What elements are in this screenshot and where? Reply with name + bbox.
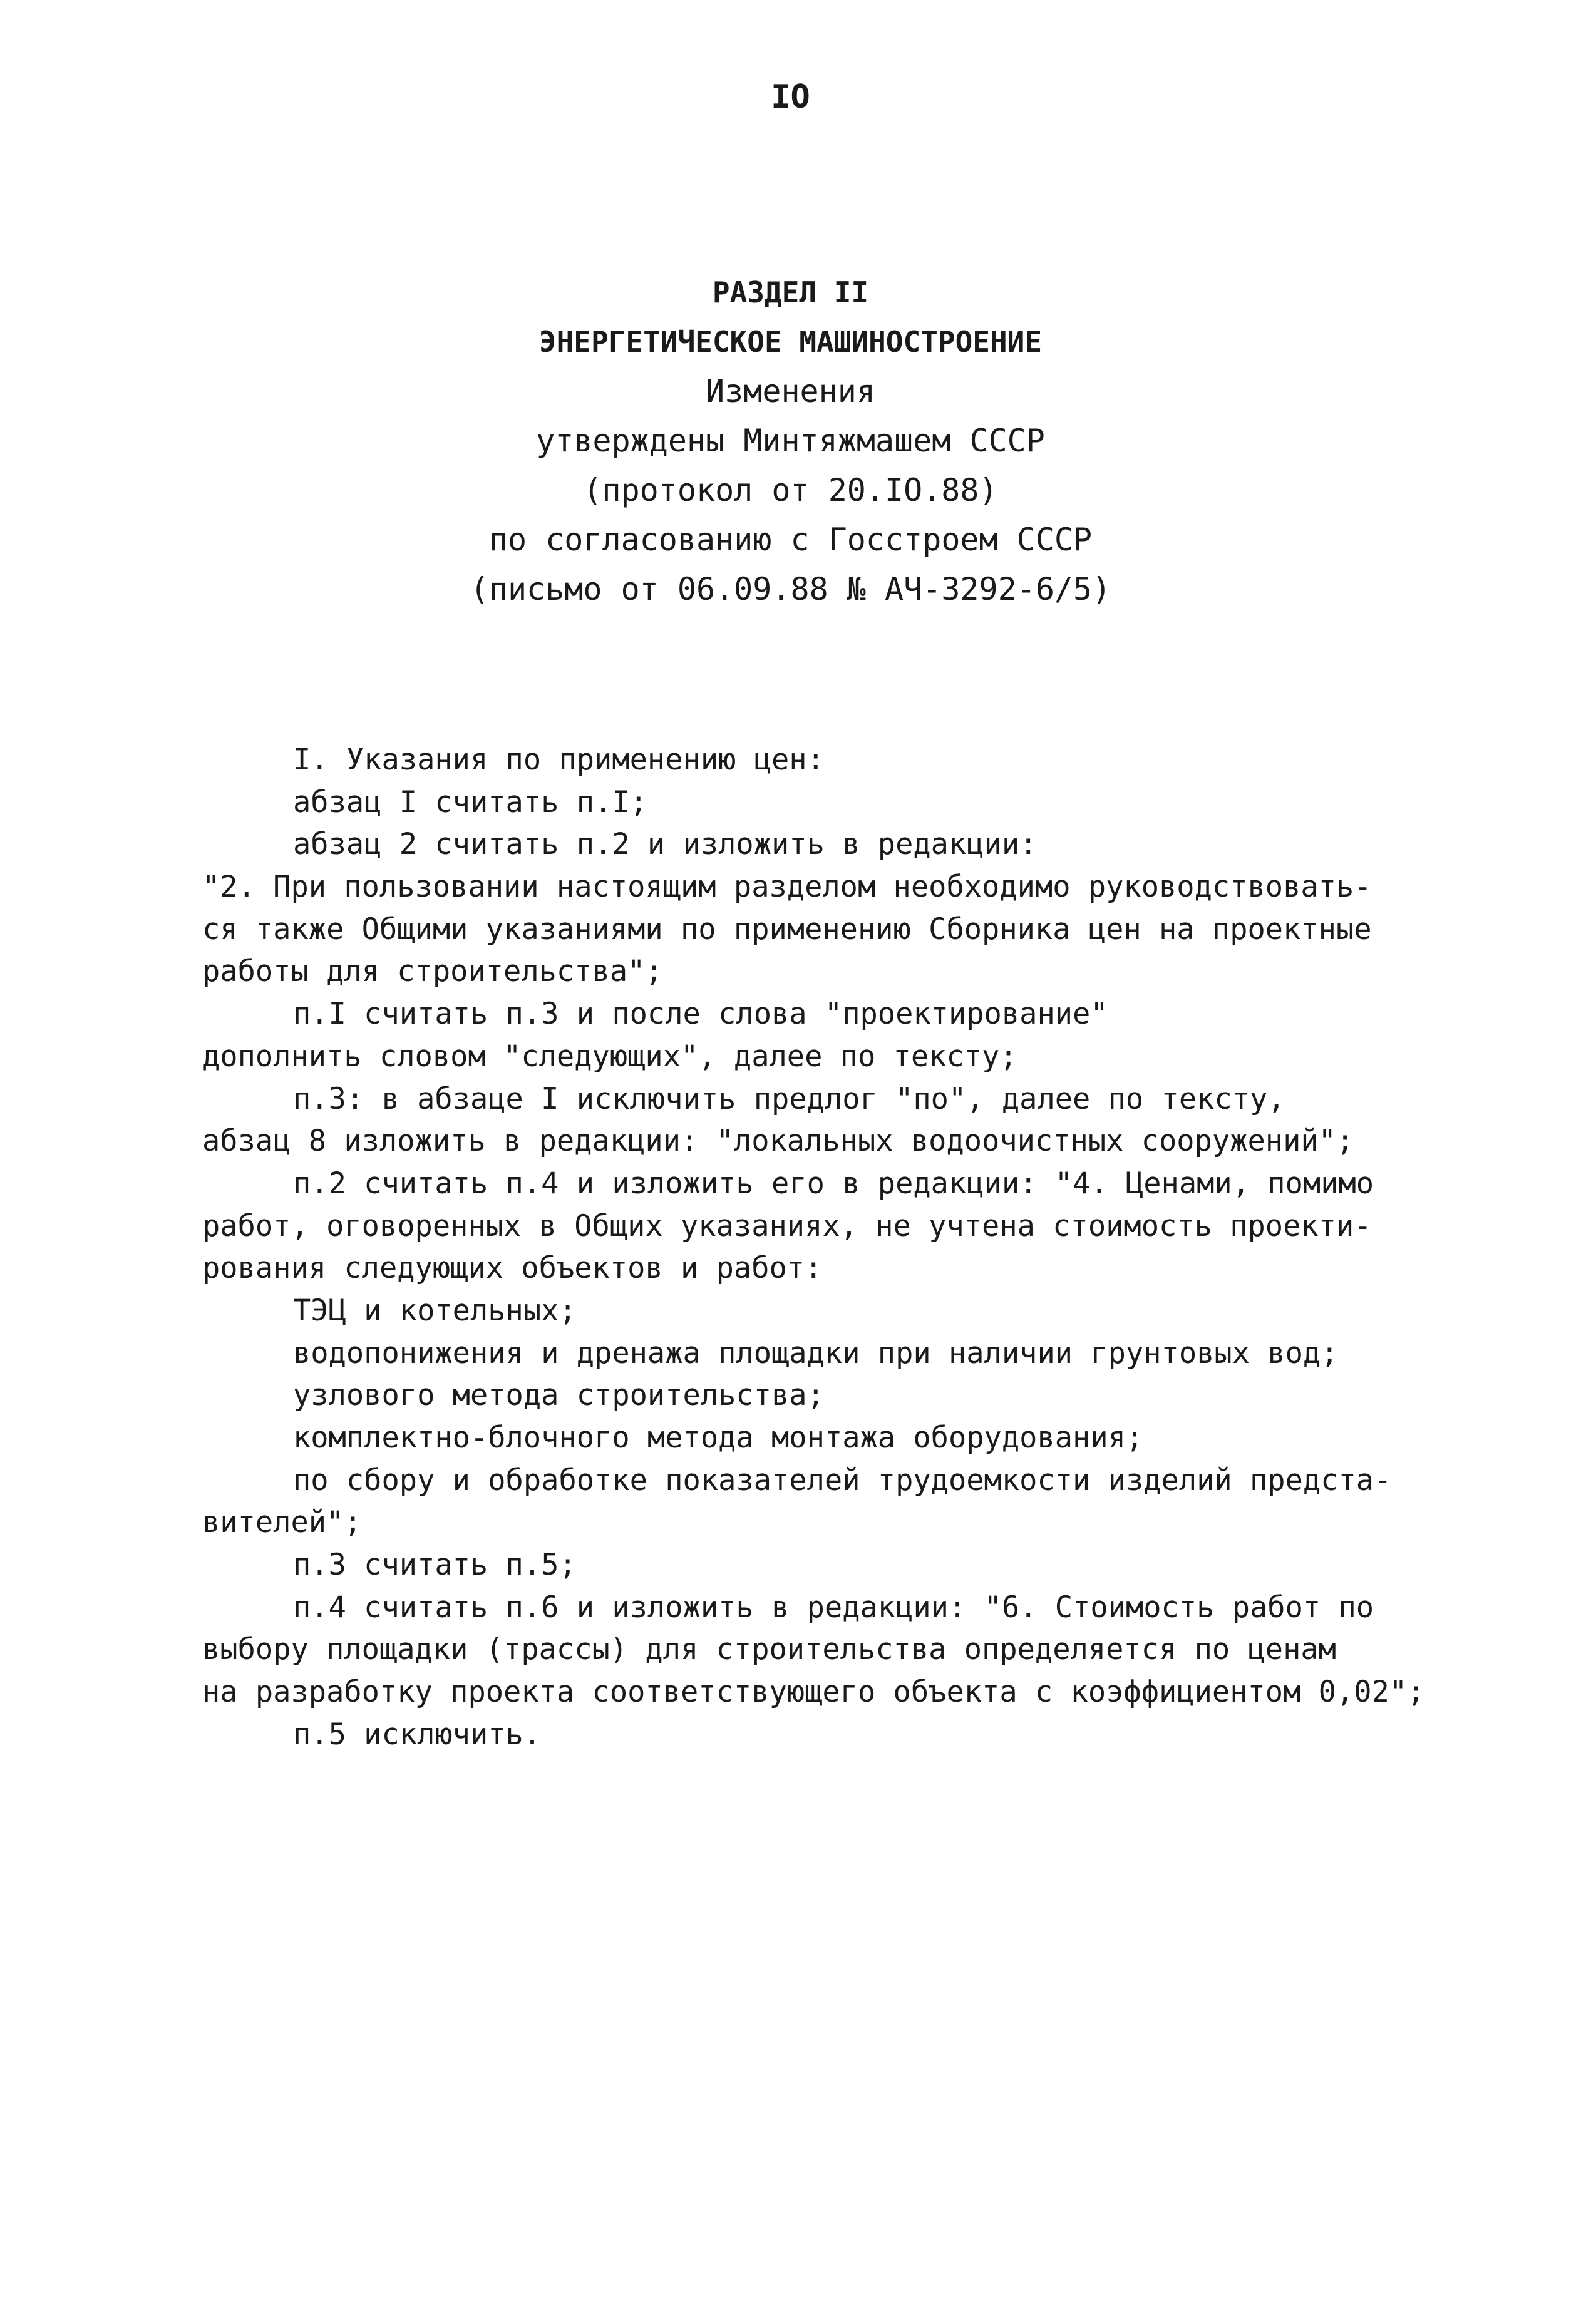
body-text-line: ТЭЦ и котельных;: [293, 1293, 577, 1328]
page-number: IO: [771, 78, 810, 116]
body-text-line: п.3: в абзаце I исключить предлог "по", далее по тексту,: [293, 1081, 1285, 1116]
body-text-line: дополнить словом "следующих", далее по тексту;: [202, 1039, 1017, 1074]
body-text-line: водопонижения и дренажа площадки при наличии грунтовых вод;: [293, 1335, 1339, 1370]
letter-line: (письмо от 06.09.88 № АЧ-3292-6/5): [470, 571, 1111, 607]
body-text-line: выбору площадки (трассы) для строительства определяется по ценам: [202, 1632, 1336, 1667]
body-text-line: рования следующих объектов и работ:: [202, 1251, 823, 1286]
body-text-line: п.I считать п.3 и после слова "проектирование": [293, 997, 1108, 1032]
body-text-line: по сбору и обработке показателей трудоемкости изделий предста-: [293, 1463, 1392, 1498]
body-text-line: абзац I считать п.I;: [293, 784, 647, 820]
section-title: ЭНЕРГЕТИЧЕСКОЕ МАШИНОСТРОЕНИЕ: [538, 325, 1043, 359]
changes-heading: Изменения: [706, 373, 875, 409]
body-text-line: п.4 считать п.6 и изложить в редакции: "6. Стоимость работ по: [293, 1590, 1374, 1625]
body-text-line: ся также Общими указаниями по применению Сборника цен на проектные: [202, 912, 1372, 947]
body-text-line: узлового метода строительства;: [293, 1378, 825, 1413]
section-number: РАЗДЕЛ II: [712, 275, 869, 309]
body-text-line: п.5 исключить.: [293, 1717, 542, 1752]
document-body: [202, 739, 1455, 1756]
body-text-line: "2. При пользовании настоящим разделом необходимо руководствовать-: [202, 870, 1372, 905]
body-text-line: абзац 8 изложить в редакции: "локальных водоочистных сооружений";: [202, 1124, 1354, 1159]
body-text-line: работы для строительства";: [202, 954, 663, 989]
body-text-line: на разработку проекта соответствующего объекта с коэффициентом 0,02";: [202, 1675, 1425, 1710]
protocol-line: (протокол от 20.IO.88): [583, 472, 998, 508]
body-text-line: вителей";: [202, 1505, 362, 1540]
body-text-line: работ, оговоренных в Общих указаниях, не учтена стоимость проекти-: [202, 1208, 1372, 1243]
body-text-line: п.3 считать п.5;: [293, 1548, 577, 1583]
agreement-line: по согласованию с Госстроем СССР: [488, 522, 1093, 558]
section-header: [0, 268, 1581, 614]
body-text-line: комплектно-блочного метода монтажа оборудования;: [293, 1421, 1144, 1455]
approval-line: утверждены Минтяжмашем СССР: [536, 423, 1045, 459]
body-text-line: п.2 считать п.4 и изложить его в редакции: "4. Ценами, помимо: [293, 1166, 1374, 1201]
body-text-line: абзац 2 считать п.2 и изложить в редакции:: [293, 827, 1038, 862]
body-text-line: I. Указания по применению цен:: [293, 743, 825, 777]
